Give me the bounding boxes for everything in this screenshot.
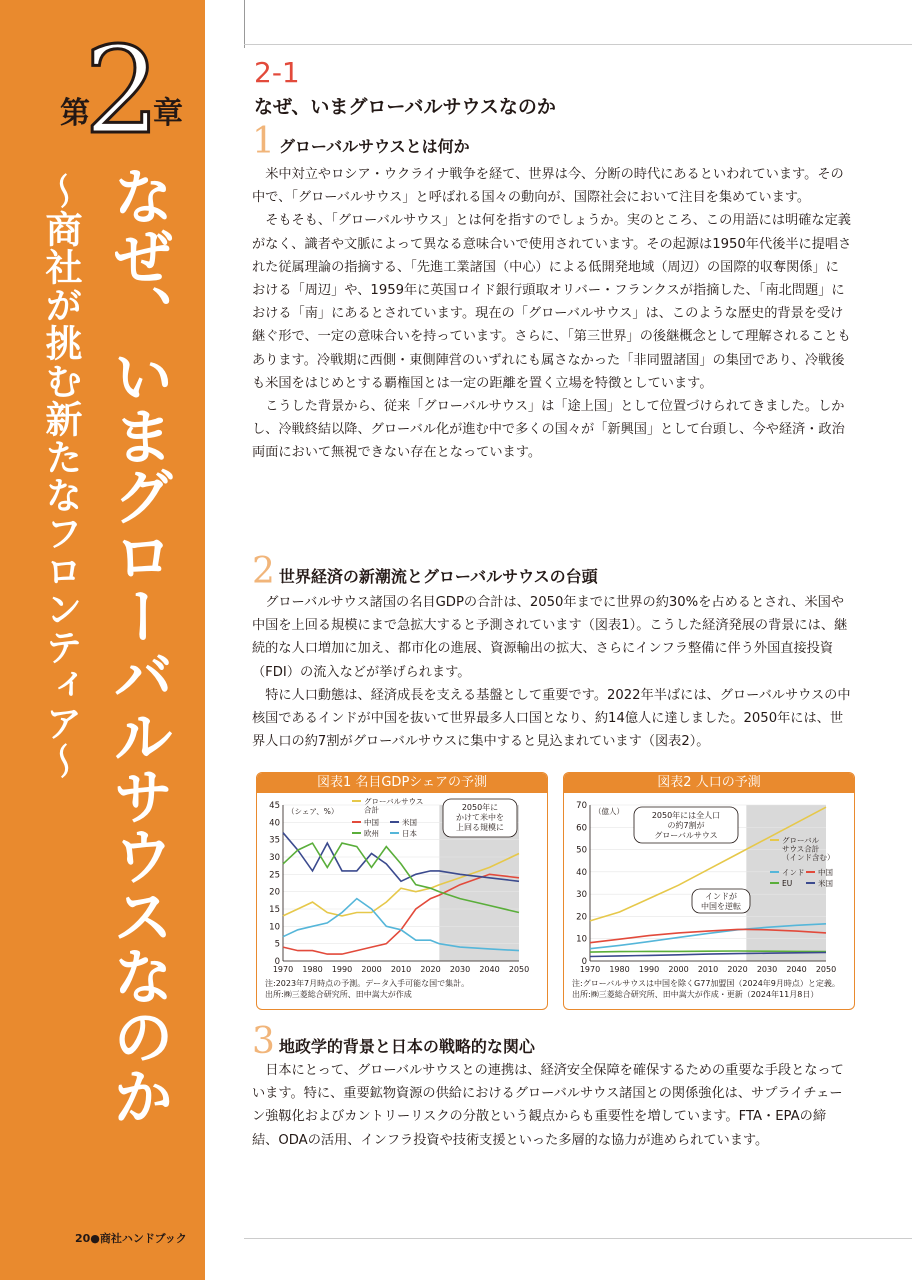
x-tick-label: 1970 bbox=[579, 965, 601, 974]
x-tick-label: 2050 bbox=[815, 965, 837, 974]
y-tick-label: 25 bbox=[269, 870, 280, 881]
y-tick-label: 5 bbox=[274, 939, 280, 950]
figure-1-chart bbox=[257, 793, 547, 983]
annotation-text: 2050年に bbox=[461, 803, 499, 812]
y-tick-label: 15 bbox=[269, 905, 280, 915]
paragraph: そもそも、「グローバルサウス」とは何を指すのでしょうか。実のところ、この用語には明確な定義がなく、識者や文脈によって異なる意味合いで使用されています。その起源は1950年代後半に提唱された従属理論の指摘する、「先進工業諸国（中心）による低開発地域（周辺）の国際的収奪関係」における「周辺」や、1959年に英国ロイド銀行頭取オリバー・フランクスが指摘した、「南北問題」における「南」にあるとされています。現在の「グローバルサウス」は、このような歴史的背景を受け継ぐ形で、一定の意味合いを持っています。さらに、「第三世界」の後継概念として理解されることもあります。冷戦期に西側・東側陣営のいずれにも属さなかった「非同盟諸国」の集団であり、冷戦後も米国をはじめとする覇権国とは一定の距離を置く立場を特徴としています。 bbox=[252, 213, 852, 391]
x-tick-label: 2010 bbox=[697, 965, 719, 974]
chapter-suffix: 章 bbox=[153, 96, 183, 131]
legend-label: 米国 bbox=[818, 879, 833, 888]
subsection-2-number: 2 bbox=[252, 551, 275, 592]
legend-label: 合計 bbox=[364, 805, 379, 815]
subsection-2-title: 世界経済の新潮流とグローバルサウスの台頭 bbox=[278, 567, 598, 586]
paragraph: 特に人口動態は、経済成長を支える基盤として重要です。2022年半ばには、グローバルサウスの中核国であるインドが中国を抜いて世界最多人口国となり、約14億人に達しました。2050年には、世界人口の約7割がグローバルサウスに集中すると見込まれています（図表2）。 bbox=[252, 687, 851, 750]
legend-label: グローバルサウス bbox=[364, 797, 424, 806]
x-tick-label: 2040 bbox=[786, 965, 807, 974]
legend-label: 中国 bbox=[818, 868, 833, 877]
chapter-subtitle: 〜商社が挑む新たなフロンティア〜 bbox=[39, 172, 82, 780]
x-tick-label: 2020 bbox=[727, 965, 748, 974]
y-tick-label: 30 bbox=[576, 890, 587, 901]
x-tick-label: 1980 bbox=[302, 965, 323, 974]
figure-2-chart bbox=[564, 793, 854, 983]
y-tick-label: 20 bbox=[269, 887, 280, 898]
page-footer: 20●商社ハンドブック bbox=[75, 1232, 187, 1245]
legend-label: EU bbox=[782, 879, 793, 888]
series-line-eu bbox=[590, 951, 826, 952]
paragraph: グローバルサウス諸国の名目GDPの合計は、2050年までに世界の約30%を占めるとされ、米国や中国を上回る規模にまで急拡大すると予測されています（図表1）。こうした経済発展の背景には、継続的な人口増加に加え、都市化の進展、資源輸出の拡大、さらにインフラ整備に伴う外国直接投資（FDI）の流入などが挙げられます。 bbox=[252, 595, 848, 680]
y-tick-label: 30 bbox=[269, 853, 280, 863]
annotation-1-text: 2050年には全人口 bbox=[651, 811, 721, 820]
figure-1-source: 出所:㈱三菱総合研究所、田中嵩大が作成 bbox=[265, 990, 412, 999]
x-tick-label: 2000 bbox=[361, 965, 382, 974]
legend-label: グローバル bbox=[782, 836, 820, 845]
y-tick-label: 40 bbox=[269, 818, 280, 829]
x-tick-label: 1990 bbox=[638, 965, 660, 974]
legend-label: インド bbox=[782, 868, 805, 877]
x-tick-label: 2030 bbox=[756, 965, 778, 974]
figure-2-note: 注:グローバルサウスは中国を除くG77加盟国（2024年9月時点）と定義。 bbox=[572, 979, 840, 988]
legend-label: （インド含む） bbox=[782, 853, 835, 862]
x-tick-label: 1980 bbox=[609, 965, 630, 974]
figure-2 bbox=[563, 772, 855, 1010]
figure-2-source: 出所:㈱三菱総合研究所、田中嵩大が作成・更新（2024年11月8日） bbox=[572, 990, 819, 999]
divider-vertical bbox=[244, 0, 245, 48]
annotation-1-text: グローバルサウス bbox=[654, 831, 718, 840]
x-tick-label: 1990 bbox=[331, 965, 353, 974]
y-tick-label: 45 bbox=[269, 801, 280, 811]
subsection-2-body bbox=[252, 591, 852, 753]
subsection-1-body bbox=[252, 163, 852, 465]
subsection-3-title: 地政学的背景と日本の戦略的な関心 bbox=[278, 1037, 535, 1056]
y-tick-label: 40 bbox=[576, 867, 587, 878]
subsection-1-number: 1 bbox=[252, 121, 275, 162]
figure-1 bbox=[256, 772, 548, 1010]
y-tick-label: 0 bbox=[581, 957, 587, 967]
subsection-2-heading bbox=[252, 551, 598, 592]
figure-1-title: 図表1 名目GDPシェアの予測 bbox=[257, 773, 547, 793]
y-tick-label: 10 bbox=[576, 934, 587, 945]
annotation-2-text: 中国を逆転 bbox=[701, 902, 741, 911]
legend-label: 中国 bbox=[364, 818, 379, 827]
y-axis-label: （シェア、%） bbox=[287, 807, 339, 816]
chapter-heading bbox=[0, 22, 205, 170]
y-tick-label: 50 bbox=[576, 845, 587, 856]
x-tick-label: 2010 bbox=[390, 965, 412, 974]
x-tick-label: 2030 bbox=[449, 965, 471, 974]
divider-bottom bbox=[244, 1238, 912, 1239]
x-tick-label: 2040 bbox=[479, 965, 500, 974]
annotation-1-text: の約7割が bbox=[667, 821, 705, 830]
x-tick-label: 2020 bbox=[420, 965, 441, 974]
chapter-number: 2 bbox=[84, 22, 161, 161]
chapter-sidebar bbox=[0, 0, 205, 1280]
y-tick-label: 35 bbox=[269, 835, 280, 846]
y-tick-label: 0 bbox=[274, 957, 280, 967]
paragraph: 日本にとって、グローバルサウスとの連携は、経済安全保障を確保するための重要な手段となっています。特に、重要鉱物資源の供給におけるグローバルサウス諸国との関係強化は、サプライチェーン強靱化およびカントリーリスクの分散という観点からも重要性を増しています。FTA・EPAの締結、ODAの活用、インフラ投資や技術支援といった多層的な協力が進められています。 bbox=[252, 1063, 844, 1148]
subsection-1-heading bbox=[252, 121, 470, 162]
annotation-2-text: インドが bbox=[705, 892, 737, 901]
x-tick-label: 2000 bbox=[668, 965, 689, 974]
paragraph: 米中対立やロシア・ウクライナ戦争を経て、世界は今、分断の時代にあるといわれています。その中で、「グローバルサウス」と呼ばれる国々の動向が、国際社会において注目を集めています。 bbox=[252, 167, 844, 206]
y-tick-label: 70 bbox=[576, 801, 587, 811]
legend-label: 米国 bbox=[402, 818, 417, 827]
chapter-prefix: 第 bbox=[60, 96, 90, 131]
annotation-text: 上回る規模に bbox=[456, 823, 504, 832]
paragraph: こうした背景から、従来「グローバルサウス」は「途上国」として位置づけられてきました。しかし、冷戦終結以降、グローバル化が進む中で多くの国々が「新興国」として台頭し、今や経済・政治両面において無視できない存在となっています。 bbox=[252, 399, 845, 461]
subsection-1-title: グローバルサウスとは何か bbox=[278, 137, 470, 156]
x-tick-label: 1970 bbox=[272, 965, 294, 974]
subsection-3-heading bbox=[252, 1021, 535, 1062]
legend-label: 欧州 bbox=[364, 829, 379, 838]
section-number: 2-1 bbox=[254, 56, 300, 89]
legend-label: サウス合計 bbox=[782, 844, 820, 854]
subsection-3-number: 3 bbox=[252, 1021, 275, 1062]
y-tick-label: 10 bbox=[269, 922, 280, 933]
figure-1-note: 注:2023年7月時点の予測。データ入手可能な国で集計。 bbox=[265, 979, 470, 988]
x-tick-label: 2050 bbox=[508, 965, 530, 974]
y-tick-label: 20 bbox=[576, 912, 587, 923]
section-title: なぜ、いまグローバルサウスなのか bbox=[254, 96, 556, 118]
annotation-text: かけて米中を bbox=[456, 813, 504, 822]
figure-2-title: 図表2 人口の予測 bbox=[564, 773, 854, 793]
divider-top bbox=[244, 44, 912, 45]
chapter-title: なぜ、いまグローバルサウスなのか bbox=[103, 165, 174, 1125]
y-tick-label: 60 bbox=[576, 823, 587, 834]
subsection-3-body bbox=[252, 1059, 852, 1152]
y-axis-label: （億人） bbox=[594, 807, 624, 816]
legend-label: 日本 bbox=[402, 829, 417, 838]
